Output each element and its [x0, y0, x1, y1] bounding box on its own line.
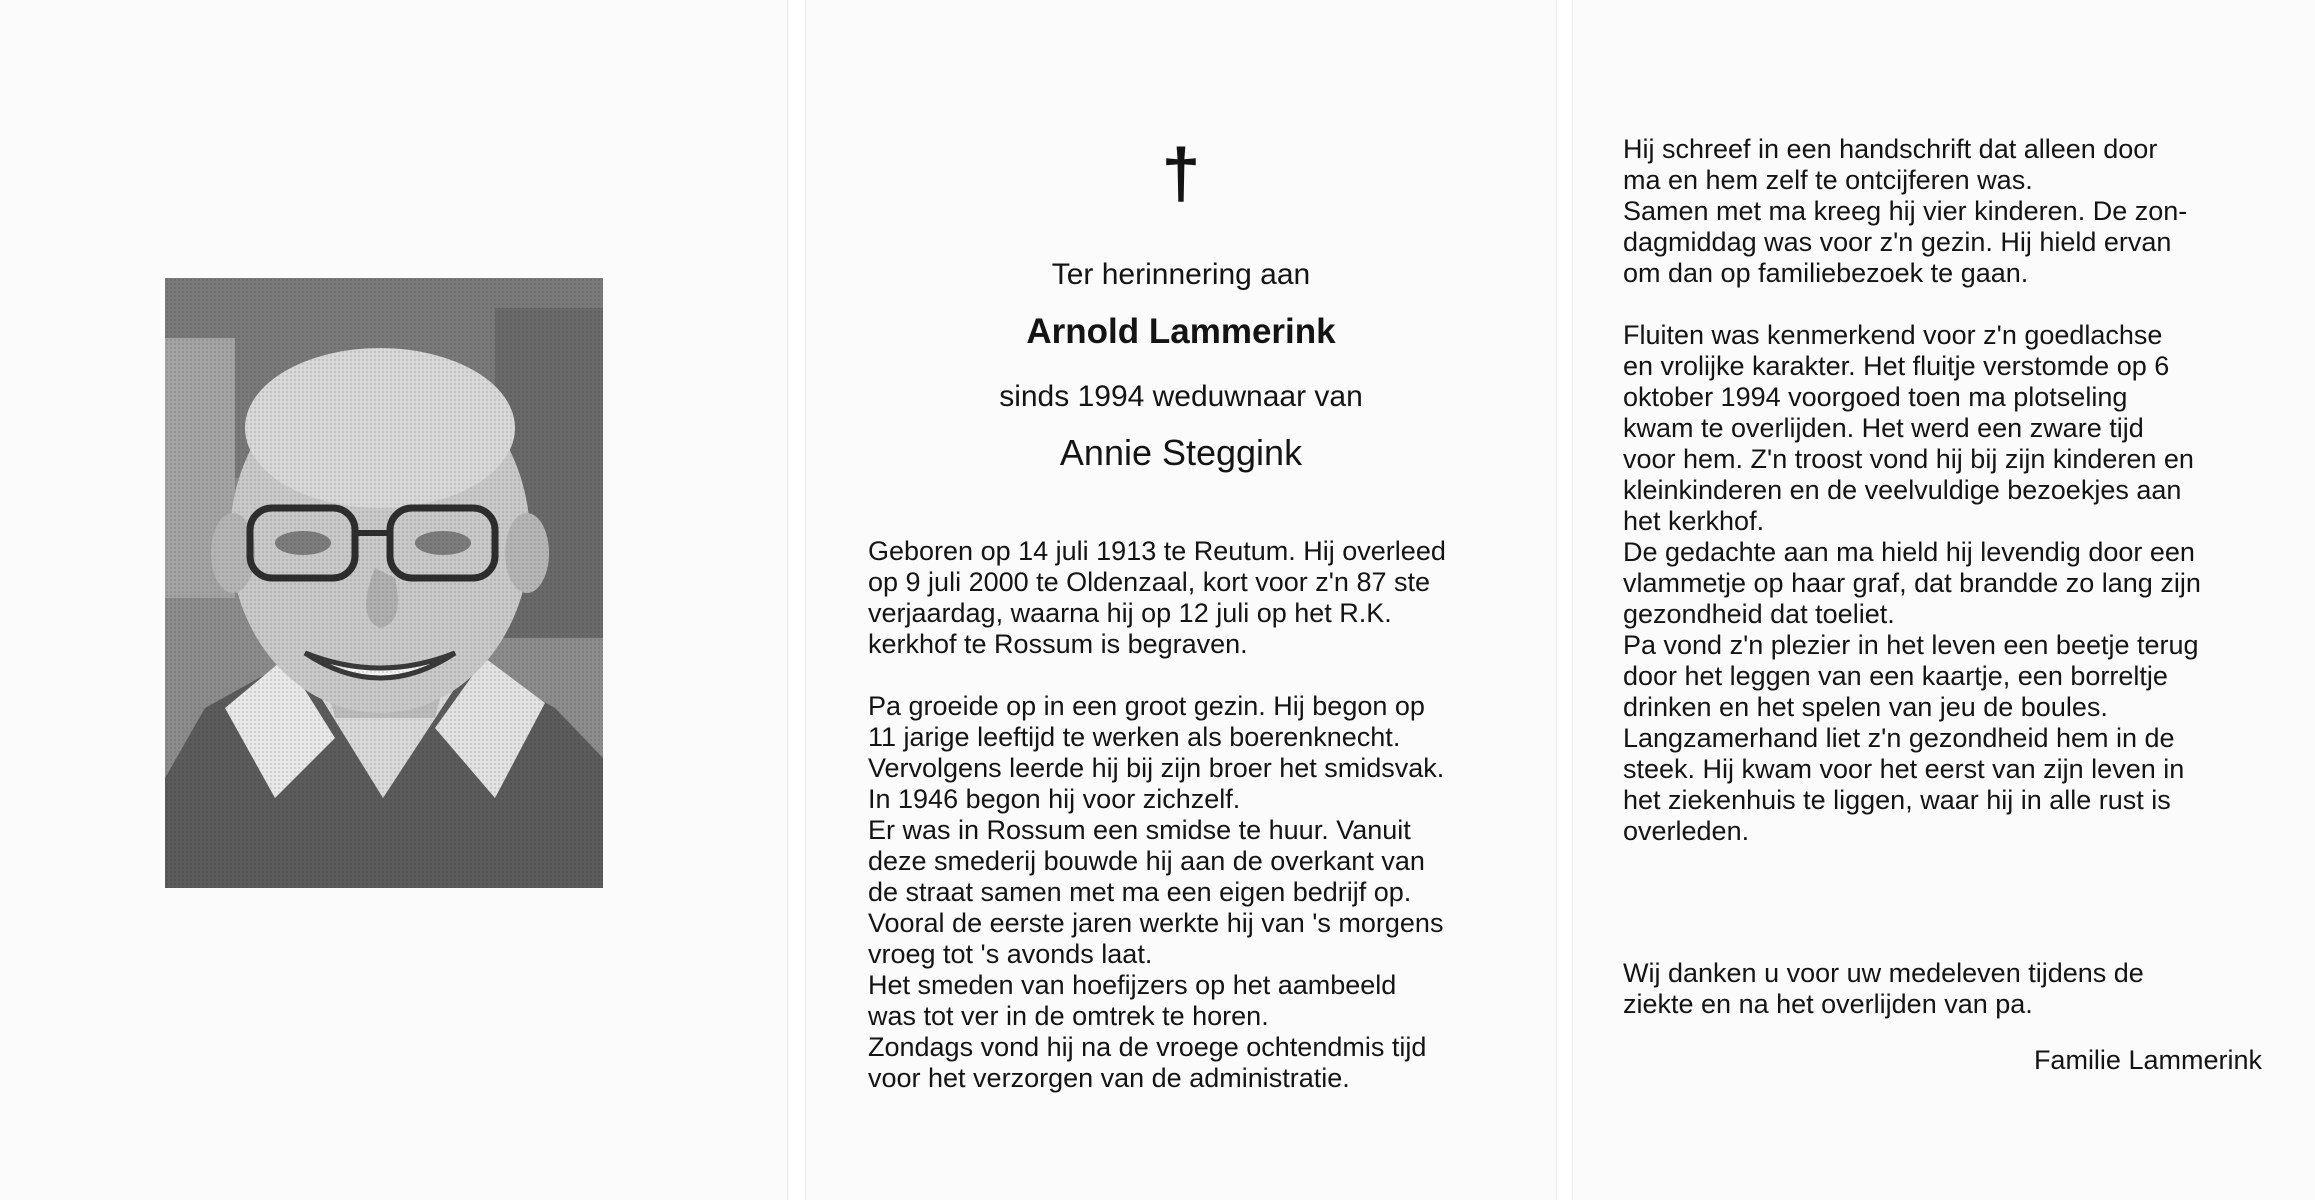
text-line: steek. Hij kwam voor het eerst van zijn leven in — [1623, 754, 2185, 784]
left-panel — [0, 0, 788, 1200]
text-line: om dan op familiebezoek te gaan. — [1623, 258, 2029, 288]
text-line: was tot ver in de omtrek te horen. — [868, 1001, 1269, 1031]
family-signature: Familie Lammerink — [2033, 1045, 2262, 1075]
right-panel — [1572, 0, 2315, 1200]
text-line: drinken en het spelen van jeu de boules. — [1623, 692, 2108, 722]
text-line: verjaardag, waarna hij op 12 juli op het R.K. — [868, 598, 1392, 628]
text-line: voor hem. Z'n troost vond hij bij zijn kinderen en — [1623, 444, 2194, 474]
text-line: het kerkhof. — [1623, 506, 1765, 536]
biography-text-right — [1623, 134, 2263, 847]
text-line: oktober 1994 voorgoed toen ma plotseling — [1623, 382, 2128, 412]
text-line: op 9 juli 2000 te Oldenzaal, kort voor z'n 87 ste — [868, 567, 1430, 597]
text-line: dagmiddag was voor z'n gezin. Hij hield ervan — [1623, 227, 2172, 257]
text-line: Vervolgens leerde hij bij zijn broer het smidsvak. — [868, 753, 1445, 783]
thanks-text — [1623, 958, 2263, 1020]
biography-text-middle — [868, 536, 1505, 1094]
text-line: het ziekenhuis te liggen, waar hij in alle rust is — [1623, 785, 2171, 815]
text-line: Het smeden van hoefijzers op het aambeeld — [868, 970, 1397, 1000]
text-line: Pa vond z'n plezier in het leven een beetje terug — [1623, 630, 2199, 660]
text-line: voor het verzorgen van de administratie. — [868, 1063, 1350, 1093]
text-line: Fluiten was kenmerkend voor z'n goedlachse — [1623, 320, 2163, 350]
text-line: door het leggen van een kaartje, een borreltje — [1623, 661, 2168, 691]
text-line: Zondags vond hij na de vroege ochtendmis tijd — [868, 1032, 1427, 1062]
text-line: Wij danken u voor uw medeleven tijdens de — [1623, 958, 2144, 988]
middle-panel — [805, 0, 1557, 1200]
text-line: ma en hem zelf te ontcijferen was. — [1623, 165, 2033, 195]
text-line: overleden. — [1623, 816, 1750, 846]
deceased-name: Arnold Lammerink — [1026, 312, 1336, 351]
text-line: De gedachte aan ma hield hij levendig door een — [1623, 537, 2195, 567]
cross-icon: † — [1161, 134, 1201, 212]
portrait-photo — [165, 278, 603, 888]
text-line: Pa groeide op in een groot gezin. Hij begon op — [868, 691, 1425, 721]
text-line: vroeg tot 's avonds laat. — [868, 939, 1153, 969]
text-line: kleinkinderen en de veelvuldige bezoekjes aan — [1623, 475, 2182, 505]
text-line: Vooral de eerste jaren werkte hij van 's morgens — [868, 908, 1444, 938]
text-line: deze smederij bouwde hij aan de overkant van — [868, 846, 1425, 876]
text-line: Hij schreef in een handschrift dat alleen door — [1623, 134, 2158, 164]
widow-line: sinds 1994 weduwnaar van — [999, 380, 1363, 413]
text-line: gezondheid dat toeliet. — [1623, 599, 1895, 629]
text-line: In 1946 begon hij voor zichzelf. — [868, 784, 1241, 814]
text-line: Langzamerhand liet z'n gezondheid hem in de — [1623, 723, 2175, 753]
text-line: Geboren op 14 juli 1913 te Reutum. Hij overleed — [868, 536, 1446, 566]
text-line: 11 jarige leeftijd te werken als boerenknecht. — [868, 722, 1401, 752]
text-line: Er was in Rossum een smidse te huur. Vanuit — [868, 815, 1411, 845]
text-line: vlammetje op haar graf, dat brandde zo lang zijn — [1623, 568, 2201, 598]
text-line: Samen met ma kreeg hij vier kinderen. De zon- — [1623, 196, 2188, 226]
spouse-name: Annie Steggink — [1059, 432, 1303, 473]
text-line: kwam te overlijden. Het werd een zware tijd — [1623, 413, 2144, 443]
text-line: ziekte en na het overlijden van pa. — [1623, 989, 2033, 1019]
text-line: kerkhof te Rossum is begraven. — [868, 629, 1248, 659]
intro-text: Ter herinnering aan — [1051, 258, 1311, 291]
text-line: de straat samen met ma een eigen bedrijf op. — [868, 877, 1412, 907]
text-line: en vrolijke karakter. Het fluitje verstomde op 6 — [1623, 351, 2170, 381]
